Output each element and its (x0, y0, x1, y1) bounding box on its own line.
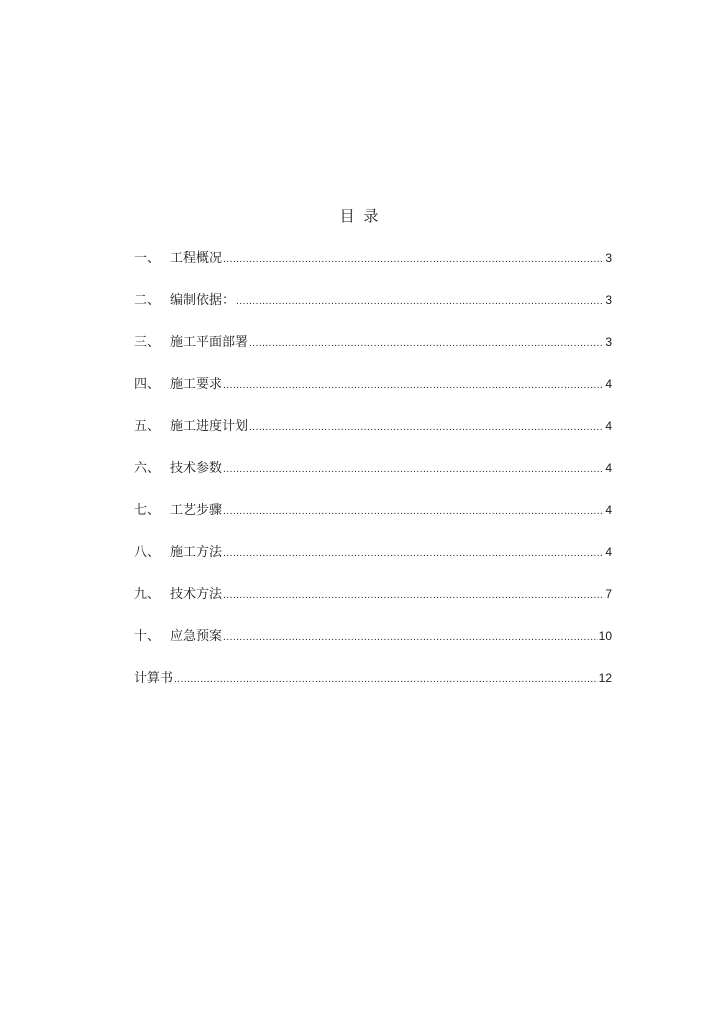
toc-dot-leader (223, 588, 604, 604)
toc-entry-number: 四、 (134, 377, 161, 392)
toc-entry[interactable] (134, 292, 612, 334)
toc-dot-leader (223, 252, 604, 268)
toc-entry[interactable] (134, 670, 612, 712)
toc-entry-page: 4 (605, 545, 612, 559)
toc-entry[interactable] (134, 376, 612, 418)
toc-entry-page: 4 (605, 461, 612, 475)
toc-entry-number: 三、 (134, 335, 161, 350)
toc-entry-label: 计算书 (134, 671, 174, 686)
toc-entry[interactable] (134, 334, 612, 376)
toc-entry-label: 编制依据： (170, 293, 236, 308)
toc-entry-page: 4 (605, 419, 612, 433)
toc-entry-page: 7 (605, 587, 612, 601)
toc-entry-label: 施工方法 (170, 545, 223, 560)
toc-dot-leader (249, 420, 604, 436)
toc-entry-label: 技术方法 (170, 587, 223, 602)
toc-dot-leader (174, 672, 598, 688)
toc-entry-page: 4 (605, 503, 612, 517)
toc-entry-label: 应急预案 (170, 629, 223, 644)
toc-entry-number: 二、 (134, 293, 161, 308)
toc-entry-number: 八、 (134, 545, 161, 560)
toc-entry-number: 七、 (134, 503, 161, 518)
toc-entry[interactable] (134, 460, 612, 502)
toc-entry-page: 4 (605, 377, 612, 391)
toc-dot-leader (223, 504, 604, 520)
toc-entry-page: 3 (605, 251, 612, 265)
toc-entry-number: 五、 (134, 419, 161, 434)
toc-dot-leader (223, 378, 604, 394)
toc-dot-leader (249, 336, 604, 352)
toc-entry[interactable] (134, 628, 612, 670)
toc-entry[interactable] (134, 544, 612, 586)
toc-entry-label: 技术参数 (170, 461, 223, 476)
toc-title: 目 录 (339, 207, 381, 225)
toc-entry-label: 工艺步骤 (170, 503, 223, 518)
toc-entry-label: 施工平面部署 (170, 335, 249, 350)
toc-entry[interactable] (134, 502, 612, 544)
toc-entry-page: 10 (598, 629, 612, 643)
toc-entry[interactable] (134, 250, 612, 292)
toc-entry[interactable] (134, 586, 612, 628)
toc-dot-leader (223, 546, 604, 562)
toc-entry-label: 工程概况 (170, 251, 223, 266)
toc-entry[interactable] (134, 418, 612, 460)
toc-entry-number: 六、 (134, 461, 161, 476)
toc-entry-label: 施工要求 (170, 377, 223, 392)
toc-entry-number: 十、 (134, 629, 161, 644)
toc-entry-number: 一、 (134, 251, 161, 266)
toc-entry-number: 九、 (134, 587, 161, 602)
toc-entry-page: 3 (605, 335, 612, 349)
toc-dot-leader (223, 462, 604, 478)
table-of-contents (134, 250, 612, 712)
toc-entry-page: 12 (598, 671, 612, 685)
toc-dot-leader (236, 294, 604, 310)
toc-entry-page: 3 (605, 293, 612, 307)
toc-dot-leader (223, 630, 598, 646)
toc-entry-label: 施工进度计划 (170, 419, 249, 434)
